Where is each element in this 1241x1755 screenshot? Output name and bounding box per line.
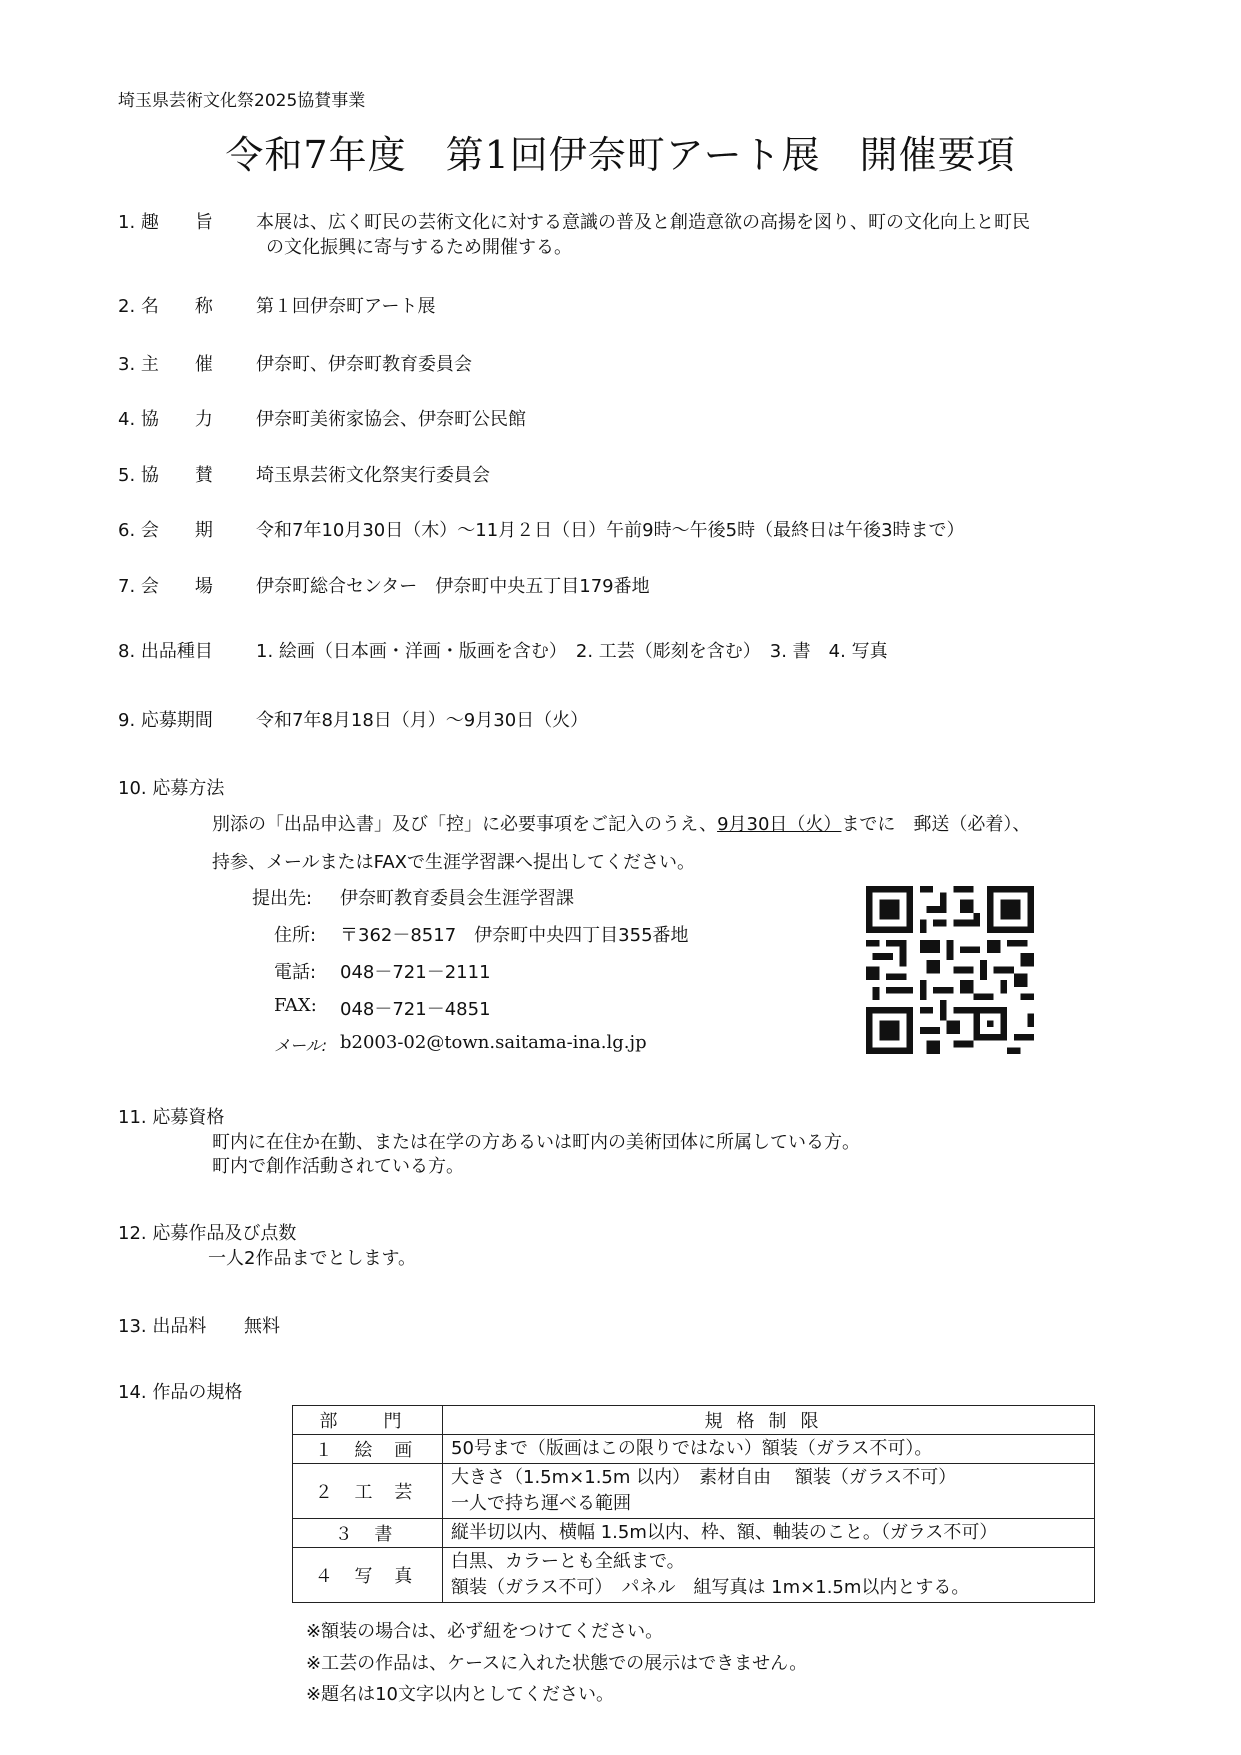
table-cell-dept: １ 絵 画	[293, 1435, 443, 1464]
table-header-row	[293, 1406, 1095, 1435]
table-cell-dept: ４ 写 真	[293, 1548, 443, 1603]
method-text: 別添の「出品申込書」及び「控」に必要事項をご記入のうえ、	[212, 814, 718, 835]
section-label: 3. 主 催	[118, 354, 213, 375]
page-title: 令和7年度 第1回伊奈町アート展 開催要項	[225, 133, 1016, 177]
section-value: 第１回伊奈町アート展	[256, 296, 436, 317]
rule-line: 縦半切以内、横幅 1.5m以内、枠、額、軸装のこと。（ガラス不可）	[451, 1522, 998, 1543]
section-label: 6. 会 期	[118, 520, 213, 541]
table-cell-dept: ３ 書	[293, 1519, 443, 1548]
dest-value: 伊奈町教育委員会生涯学習課	[340, 888, 574, 909]
eligibility-line-1: 町内に在住か在勤、または在学の方あるいは町内の美術団体に所属している方。	[212, 1132, 860, 1153]
section-value: 埼玉県芸術文化祭実行委員会	[256, 465, 490, 486]
method-line-1	[212, 810, 1030, 836]
note: ※工芸の作品は、ケースに入れた状態での展示はできません。	[306, 1653, 808, 1674]
fee-value: 無料	[244, 1316, 280, 1337]
rule-line: 大きさ（1.5m×1.5m 以内） 素材自由 額装（ガラス不可）	[451, 1467, 957, 1488]
section-eligibility-label: 11. 応募資格	[118, 1107, 225, 1128]
table-cell-rule	[443, 1435, 1095, 1464]
fax-value: 048－721－4851	[340, 999, 491, 1020]
section-text: 本展は、広く町民の芸術文化に対する意識の普及と創造意欲の高揚を図り、町の文化向上と町民	[256, 212, 1030, 233]
section-value: 伊奈町美術家協会、伊奈町公民館	[256, 409, 526, 430]
section-label: 4. 協 力	[118, 409, 213, 430]
section-value: 令和7年10月30日（木）～11月２日（日）午前9時～午後5時（最終日は午後3時まで）	[256, 520, 965, 541]
deadline-underline: 9月30日（火）	[717, 814, 842, 835]
tel-value: 048－721－2111	[340, 962, 491, 983]
section-spec-label: 14. 作品の規格	[118, 1382, 243, 1403]
section-fee-label: 13. 出品料	[118, 1316, 207, 1337]
rule-line: 白黒、カラーとも全紙まで。	[451, 1551, 685, 1572]
qr-code-icon	[866, 886, 1034, 1054]
table-row	[293, 1435, 1095, 1464]
dest-label: 提出先:	[252, 888, 313, 909]
section-label: 7. 会 場	[118, 576, 213, 597]
address-label: 住所:	[274, 925, 317, 946]
fax-label: FAX:	[274, 995, 317, 1016]
table-row	[293, 1548, 1095, 1603]
table-row	[293, 1464, 1095, 1519]
table-cell-rule	[443, 1548, 1095, 1603]
mail-label: メール:	[274, 1036, 328, 1055]
section-text: の文化振興に寄与するため開催する。	[266, 237, 572, 258]
section-value: 伊奈町、伊奈町教育委員会	[256, 354, 472, 375]
rule-line: 50号まで（版画はこの限りではない）額装（ガラス不可）。	[451, 1438, 933, 1459]
tel-label: 電話:	[274, 962, 317, 983]
table-header-rule: 規格制限	[443, 1406, 1095, 1435]
table-cell-rule	[443, 1519, 1095, 1548]
address-value: 〒362－8517 伊奈町中央四丁目355番地	[340, 925, 689, 946]
spec-table	[292, 1405, 1095, 1603]
eligibility-line-2: 町内で創作活動されている方。	[212, 1156, 464, 1177]
section-label: 8. 出品種目	[118, 641, 213, 662]
table-cell-dept: ２ 工 芸	[293, 1464, 443, 1519]
table-header-dept: 部 門	[293, 1406, 443, 1435]
rule-line: 額装（ガラス不可） パネル 組写真は 1m×1.5m以内とする。	[451, 1577, 970, 1598]
table-cell-rule	[443, 1464, 1095, 1519]
section-value: 1. 絵画（日本画・洋画・版画を含む） 2. 工芸（彫刻を含む） 3. 書 4. 写真	[256, 641, 888, 662]
note: ※額装の場合は、必ず紐をつけてください。	[306, 1621, 664, 1642]
section-label: 5. 協 賛	[118, 465, 213, 486]
section-label: 2. 名 称	[118, 296, 213, 317]
rule-line: 一人で持ち運べる範囲	[451, 1493, 631, 1514]
section-value: 令和7年8月18日（月）～9月30日（火）	[256, 710, 589, 731]
header-subtitle: 埼玉県芸術文化祭2025協賛事業	[118, 91, 366, 111]
method-text: までに 郵送（必着）、	[841, 814, 1031, 835]
section-entries-label: 12. 応募作品及び点数	[118, 1223, 297, 1244]
mail-value[interactable]: b2003-02@town.saitama-ina.lg.jp	[340, 1032, 647, 1053]
entries-line-1: 一人2作品までとします。	[208, 1248, 417, 1269]
section-label: 9. 応募期間	[118, 710, 213, 731]
table-row	[293, 1519, 1095, 1548]
section-value: 伊奈町総合センター 伊奈町中央五丁目179番地	[256, 576, 650, 597]
section-method-label: 10. 応募方法	[118, 778, 225, 799]
section-label: 1. 趣 旨	[118, 212, 213, 233]
note: ※題名は10文字以内としてください。	[306, 1684, 614, 1705]
method-line-2: 持参、メールまたはFAXで生涯学習課へ提出してください。	[212, 852, 695, 873]
